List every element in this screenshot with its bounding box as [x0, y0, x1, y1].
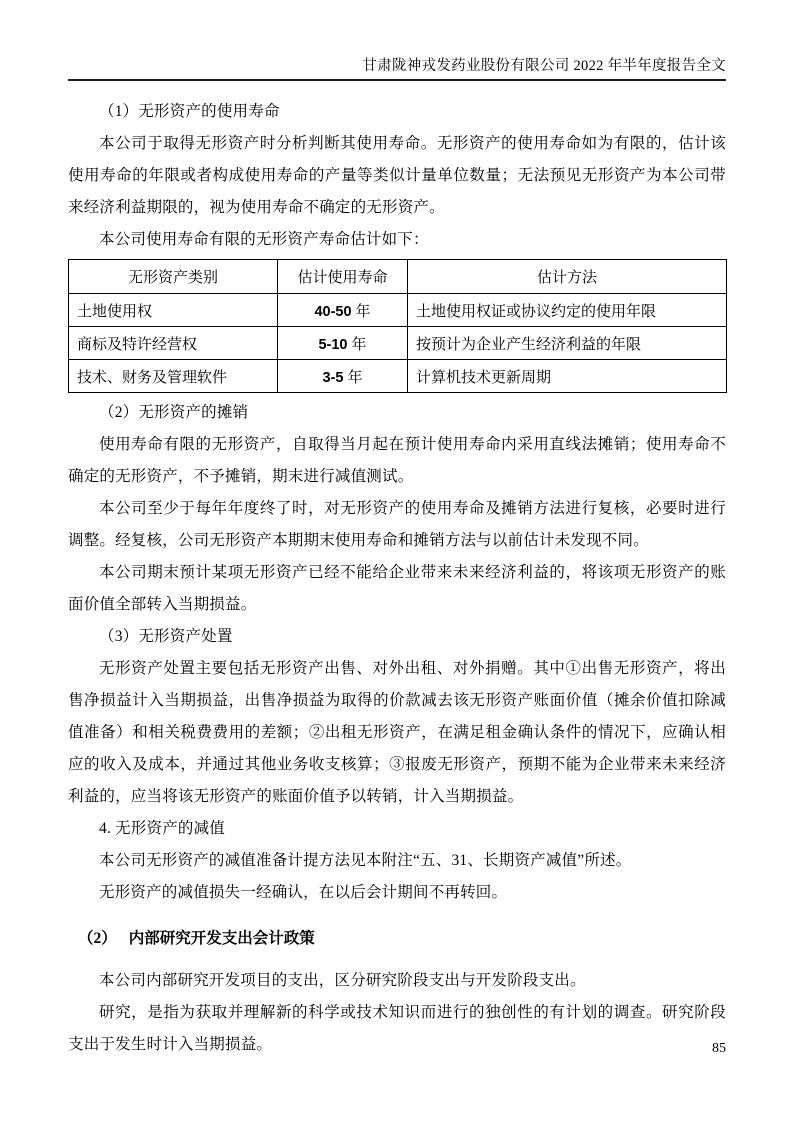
cell-method: 按预计为企业产生经济利益的年限 [408, 327, 727, 360]
column-header-method: 估计方法 [408, 260, 727, 294]
table-row [69, 327, 727, 360]
life-unit: 年 [347, 369, 363, 386]
paragraph-amortization-2: 本公司至少于每年年度终了时，对无形资产的使用寿命及摊销方法进行复核，必要时进行调整。经复核，公司无形资产本期期末使用寿命和摊销方法与以前估计未发现不同。 [68, 500, 726, 549]
life-value: 3-5 [322, 369, 344, 386]
paragraph-rd-1: 本公司内部研究开发项目的支出，区分研究阶段支出与开发阶段支出。 [99, 972, 586, 989]
header-divider [68, 79, 726, 81]
report-title: 甘肃陇神戎发药业股份有限公司 2022 年半年度报告全文 [362, 58, 726, 74]
life-unit: 年 [355, 303, 371, 320]
cell-method: 土地使用权证或协议约定的使用年限 [408, 294, 727, 327]
cell-life [278, 360, 408, 393]
cell-category: 商标及特许经营权 [69, 327, 278, 360]
life-value: 5-10 [318, 336, 348, 353]
paragraph-impairment-2: 无形资产的减值损失一经确认，在以后会计期间不再转回。 [99, 884, 508, 901]
heading-impairment: 4. 无形资产的减值 [99, 820, 226, 837]
paragraph-impairment-1: 本公司无形资产的减值准备计提方法见本附注“五、31、长期资产减值”所述。 [99, 852, 632, 869]
column-header-category: 无形资产类别 [69, 260, 278, 294]
heading-amortization: （2）无形资产的摊销 [99, 404, 249, 421]
heading-useful-life: （1）无形资产的使用寿命 [99, 103, 280, 120]
paragraph-rd-2: 研究，是指为获取并理解新的科学或技术知识而进行的独创性的有计划的调查。研究阶段支出于发生时计入当期损益。 [68, 1004, 726, 1053]
cell-method: 计算机技术更新周期 [408, 360, 727, 393]
heading-rd-policy [68, 923, 726, 955]
heading-disposal: （3）无形资产处置 [99, 628, 233, 645]
page-number: 85 [712, 1041, 726, 1056]
table-row [69, 360, 727, 393]
page-header [68, 0, 726, 81]
paragraph-amortization-3: 本公司期末预计某项无形资产已经不能给企业带来未来经济利益的，将该项无形资产的账面价值全部转入当期损益。 [68, 564, 726, 613]
column-header-life: 估计使用寿命 [278, 260, 408, 294]
paragraph-useful-life-2: 本公司使用寿命有限的无形资产寿命估计如下： [99, 231, 429, 248]
cell-category: 技术、财务及管理软件 [69, 360, 278, 393]
table-header-row [69, 260, 727, 294]
paragraph-amortization-1: 使用寿命有限的无形资产，自取得当月起在预计使用寿命内采用直线法摊销；使用寿命不确定的无形资产，不予摊销，期末进行减值测试。 [68, 436, 726, 485]
life-unit: 年 [351, 336, 367, 353]
useful-life-table [68, 259, 727, 393]
document-body [68, 96, 726, 1061]
cell-category: 土地使用权 [69, 294, 278, 327]
table-row [69, 294, 727, 327]
cell-life [278, 294, 408, 327]
paragraph-useful-life-1: 本公司于取得无形资产时分析判断其使用寿命。无形资产的使用寿命如为有限的，估计该使用寿命的年限或者构成使用寿命的产量等类似计量单位数量；无法预见无形资产为本公司带来经济利益期限的，视为使用寿命不确定的无形资产。 [68, 135, 726, 216]
life-value: 40-50 [314, 303, 352, 320]
rd-policy-number: （2） [78, 930, 117, 947]
rd-policy-title: 内部研究开发支出会计政策 [128, 930, 315, 947]
cell-life [278, 327, 408, 360]
paragraph-disposal-1: 无形资产处置主要包括无形资产出售、对外出租、对外捐赠。其中①出售无形资产，将出售净损益计入当期损益，出售净损益为取得的价款减去该无形资产账面价值（摊余价值扣除减值准备）和相关税费费用的差额；②出租无形资产，在满足租金确认条件的情况下，应确认相应的收入及成本，并通过其他业务收支核算；③报废无形资产，预期不能为企业带来未来经济利益的，应当将该无形资产的账面价值予以转销，计入当期损益。 [68, 660, 726, 805]
